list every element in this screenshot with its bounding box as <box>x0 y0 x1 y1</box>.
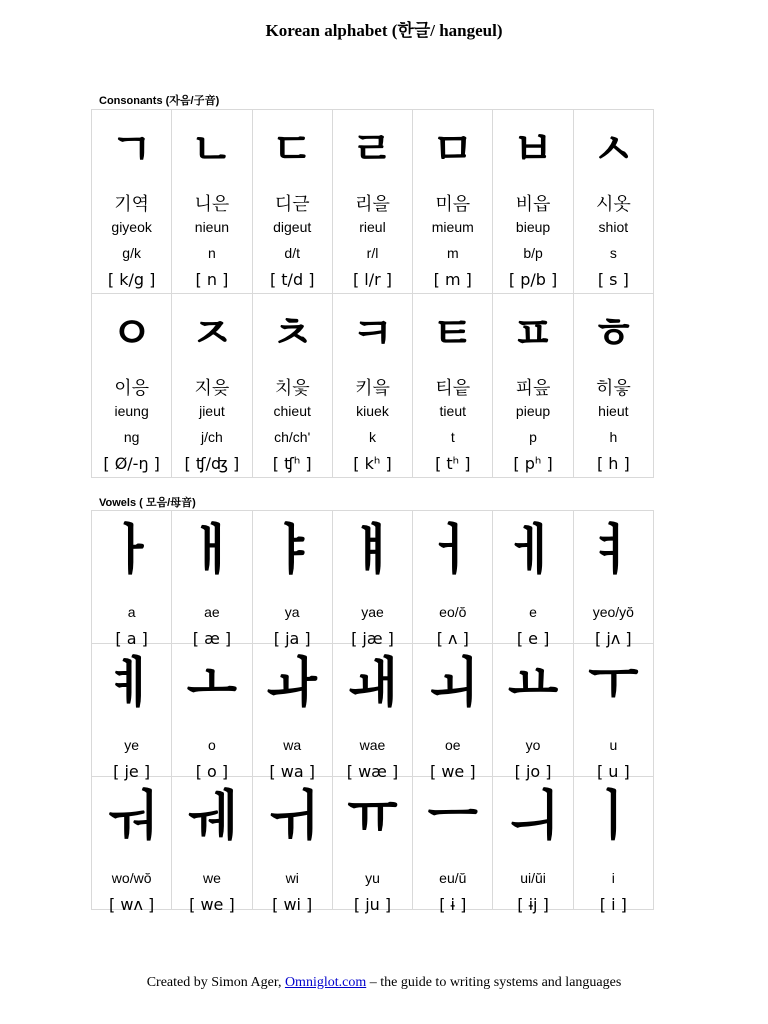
consonant-korean-name: 시옷 <box>595 194 631 215</box>
vowel-romanization: eo/ŏ <box>439 604 467 620</box>
vowel-glyph: ㅠ <box>347 785 398 849</box>
consonant-ipa: [ n ] <box>195 270 229 289</box>
consonant-glyph: ㅍ <box>511 308 555 359</box>
vowel-glyph: ㅣ <box>588 785 639 849</box>
footer-suffix: – the guide to writing systems and languages <box>366 975 622 990</box>
consonant-korean-name: 피읖 <box>515 378 551 399</box>
vowel-cell <box>172 644 252 781</box>
consonant-korean-name: 치읓 <box>274 378 310 399</box>
vowel-ipa: [ jæ ] <box>351 629 394 648</box>
consonant-sound: m <box>446 245 459 261</box>
consonant-glyph: ㅁ <box>431 124 475 175</box>
vowel-cell <box>493 777 573 914</box>
consonant-sound: b/p <box>523 245 543 261</box>
consonant-ipa: [ k/g ] <box>107 270 156 289</box>
consonant-cell <box>253 294 333 478</box>
vowel-romanization: oe <box>444 737 461 753</box>
vowel-ipa: [ ju ] <box>353 895 392 914</box>
vowel-romanization: yeo/yŏ <box>592 604 634 620</box>
consonant-sound: h <box>609 429 618 445</box>
vowel-ipa: [ jʌ ] <box>595 629 632 648</box>
consonant-sound: g/k <box>122 245 141 261</box>
vowel-glyph: ㅞ <box>186 785 238 849</box>
consonant-sound: t <box>450 429 455 445</box>
consonants-table <box>91 109 654 478</box>
vowel-cell <box>413 644 493 781</box>
consonant-glyph: ㅌ <box>431 308 475 359</box>
vowel-ipa: [ ja ] <box>273 629 311 648</box>
vowel-romanization: yu <box>365 870 380 886</box>
consonant-korean-name: 티읕 <box>435 378 471 399</box>
consonant-korean-name: 리을 <box>355 194 390 215</box>
vowel-ipa: [ ɨ ] <box>439 895 467 914</box>
vowel-romanization: ae <box>204 604 220 620</box>
vowel-ipa: [ we ] <box>429 762 476 781</box>
vowel-cell <box>253 777 333 914</box>
vowel-glyph: ㅗ <box>186 652 238 716</box>
vowel-cell <box>172 777 252 914</box>
vowel-cell <box>413 511 493 648</box>
consonant-ipa: [ s ] <box>597 270 629 289</box>
consonant-romanized-name: kiuek <box>356 403 389 419</box>
vowels-table <box>91 510 654 914</box>
consonant-romanized-name: hieut <box>598 403 629 419</box>
consonant-sound: s <box>609 245 617 261</box>
vowel-ipa: [ wi ] <box>272 895 313 914</box>
consonant-ipa: [ l/r ] <box>352 270 393 289</box>
vowel-cell <box>574 777 654 914</box>
consonant-korean-name: 비읍 <box>515 194 551 215</box>
consonant-glyph: ㅇ <box>110 308 153 359</box>
consonant-sound: j/ch <box>201 429 223 445</box>
consonant-ipa: [ Ø/-ŋ ] <box>103 454 160 473</box>
consonant-korean-name: 키읔 <box>355 378 390 399</box>
vowel-romanization: wo/wŏ <box>111 870 152 886</box>
footer-prefix: Created by Simon Ager, <box>146 975 285 990</box>
consonant-cell <box>574 294 654 478</box>
consonant-glyph: ㅂ <box>511 124 555 175</box>
consonant-romanized-name: bieup <box>515 219 551 235</box>
consonant-romanized-name: mieum <box>431 219 474 235</box>
vowel-glyph: ㅡ <box>427 785 478 849</box>
page-title: Korean alphabet (한글/ hangeul) <box>265 21 503 40</box>
vowel-glyph: ㅔ <box>507 519 559 583</box>
vowel-glyph: ㅘ <box>267 652 318 716</box>
vowel-cell <box>574 644 654 781</box>
vowel-ipa: [ wæ ] <box>346 762 399 781</box>
vowel-ipa: [ i ] <box>599 895 627 914</box>
vowel-romanization: e <box>529 604 537 620</box>
vowels-section-label: Vowels ( 모음/母音) <box>99 497 196 509</box>
vowel-glyph: ㅑ <box>267 519 318 583</box>
consonant-ipa: [ tʰ ] <box>435 454 471 473</box>
vowel-cell <box>574 511 654 648</box>
vowel-cell <box>92 511 172 648</box>
consonant-cell <box>413 110 493 294</box>
consonant-ipa: [ ʧ/ʤ ] <box>184 454 240 473</box>
vowel-ipa: [ we ] <box>189 895 235 914</box>
consonant-sound: ch/ch' <box>274 429 311 445</box>
consonant-sound: n <box>208 245 216 261</box>
consonant-romanized-name: giyeok <box>111 219 152 235</box>
consonant-sound: k <box>368 429 376 445</box>
consonant-romanized-name: nieun <box>194 219 230 235</box>
vowel-romanization: a <box>127 604 136 620</box>
vowel-cell <box>413 777 493 914</box>
vowel-ipa: [ o ] <box>195 762 229 781</box>
consonant-glyph: ㅈ <box>190 308 234 359</box>
vowel-romanization: u <box>609 737 618 753</box>
vowel-cell <box>493 511 573 648</box>
vowel-ipa: [ jo ] <box>514 762 552 781</box>
consonant-romanized-name: jieut <box>199 403 225 419</box>
consonant-romanized-name: chieut <box>273 403 311 419</box>
vowel-glyph: ㅢ <box>507 785 559 849</box>
vowel-glyph: ㅕ <box>588 519 639 583</box>
vowel-romanization: ui/ŭi <box>520 870 546 886</box>
vowel-glyph: ㅓ <box>427 519 478 583</box>
consonant-korean-name: 미음 <box>435 194 471 215</box>
consonant-korean-name: 디귿 <box>274 194 310 215</box>
vowel-glyph: ㅙ <box>347 652 398 716</box>
consonant-ipa: [ h ] <box>596 454 630 473</box>
consonant-ipa: [ ʧʰ ] <box>272 454 312 473</box>
consonant-cell <box>172 294 252 478</box>
vowel-romanization: wae <box>359 737 386 753</box>
consonant-cell <box>574 110 654 294</box>
omniglot-link[interactable]: Omniglot.com <box>284 975 367 990</box>
vowel-romanization: eu/ŭ <box>439 870 467 886</box>
vowel-romanization: yae <box>361 604 384 620</box>
consonant-glyph: ㄹ <box>351 124 394 175</box>
vowel-romanization: o <box>208 737 216 753</box>
vowel-ipa: [ wʌ ] <box>109 895 155 914</box>
vowel-cell <box>172 511 252 648</box>
vowel-cell <box>92 777 172 914</box>
vowel-glyph: ㅏ <box>106 519 157 583</box>
consonant-korean-name: 지읒 <box>194 378 230 399</box>
consonant-cell <box>253 110 333 294</box>
vowel-glyph: ㅒ <box>347 519 398 583</box>
consonant-cell <box>92 110 172 294</box>
vowel-ipa: [ u ] <box>596 762 630 781</box>
vowel-romanization: wi <box>285 870 299 886</box>
vowel-cell <box>253 644 333 781</box>
vowel-ipa: [ e ] <box>516 629 550 648</box>
vowel-cell <box>333 511 413 648</box>
footer-credit <box>0 975 768 991</box>
vowel-romanization: we <box>202 870 221 886</box>
vowel-romanization: ya <box>284 604 300 620</box>
consonant-romanized-name: tieut <box>439 403 467 419</box>
consonant-cell <box>172 110 252 294</box>
consonant-glyph: ㅊ <box>270 308 314 359</box>
vowel-glyph: ㅝ <box>106 785 157 849</box>
consonants-section-label: Consonants (자음/子音) <box>99 95 220 107</box>
consonant-romanized-name: ieung <box>114 403 149 419</box>
vowel-glyph: ㅖ <box>106 652 157 716</box>
consonant-sound: ng <box>123 429 140 445</box>
vowel-ipa: [ je ] <box>113 762 151 781</box>
consonant-glyph: ㄷ <box>270 124 314 175</box>
consonant-sound: d/t <box>284 245 300 261</box>
consonant-romanized-name: shiot <box>598 219 629 235</box>
consonant-korean-name: 이응 <box>114 378 150 399</box>
consonant-cell <box>493 110 573 294</box>
consonant-ipa: [ t/d ] <box>269 270 315 289</box>
consonant-cell <box>333 294 413 478</box>
vowel-cell <box>92 644 172 781</box>
consonant-korean-name: 니은 <box>194 194 230 215</box>
vowel-cell <box>333 777 413 914</box>
consonant-cell <box>413 294 493 478</box>
consonant-cell <box>333 110 413 294</box>
consonant-cell <box>92 294 172 478</box>
consonant-glyph: ㄱ <box>110 124 153 175</box>
consonant-korean-name: 기역 <box>114 194 150 215</box>
consonant-ipa: [ pʰ ] <box>513 454 553 473</box>
consonant-ipa: [ m ] <box>433 270 472 289</box>
vowel-ipa: [ ɨj ] <box>517 895 549 914</box>
vowel-cell <box>253 511 333 648</box>
consonant-glyph: ㅎ <box>592 308 635 359</box>
vowel-ipa: [ æ ] <box>192 629 232 648</box>
vowel-cell <box>493 644 573 781</box>
consonant-ipa: [ p/b ] <box>508 270 558 289</box>
consonant-sound: r/l <box>366 245 379 261</box>
consonant-glyph: ㅅ <box>592 124 635 175</box>
vowel-glyph: ㅟ <box>267 785 318 849</box>
consonant-romanized-name: digeut <box>273 219 312 235</box>
vowel-ipa: [ wa ] <box>269 762 315 781</box>
consonant-romanized-name: pieup <box>515 403 551 419</box>
vowel-romanization: ye <box>124 737 140 753</box>
consonant-korean-name: 히읗 <box>595 378 631 399</box>
consonant-sound: p <box>529 429 537 445</box>
vowel-ipa: [ ʌ ] <box>436 629 469 648</box>
vowel-cell <box>333 644 413 781</box>
consonant-ipa: [ kʰ ] <box>353 454 392 473</box>
vowel-glyph: ㅚ <box>427 652 478 716</box>
consonant-cell <box>493 294 573 478</box>
consonant-glyph: ㅋ <box>351 308 394 359</box>
vowel-glyph: ㅜ <box>588 652 639 716</box>
consonant-romanized-name: rieul <box>359 219 386 235</box>
vowel-ipa: [ a ] <box>115 629 148 648</box>
consonant-glyph: ㄴ <box>190 124 234 175</box>
vowel-romanization: wa <box>283 737 302 753</box>
vowel-romanization: i <box>611 870 615 886</box>
vowel-glyph: ㅐ <box>186 519 238 583</box>
vowel-glyph: ㅛ <box>507 652 559 716</box>
vowel-romanization: yo <box>525 737 541 753</box>
